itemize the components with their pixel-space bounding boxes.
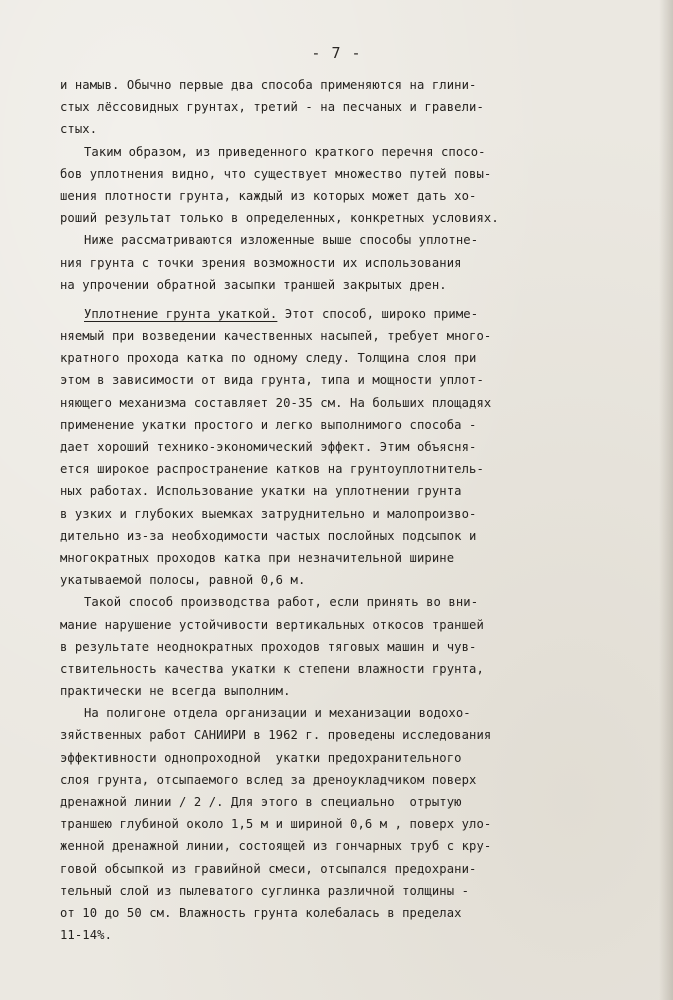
text-line: роший результат только в определенных, конкретных условиях. [60, 211, 499, 226]
text-line: дренажной линии / 2 /. Для этого в специально отрытую [60, 795, 462, 809]
text-line: этом в зависимости от вида грунта, типа и мощности уплот- [60, 373, 484, 388]
text-line: стых. [60, 122, 98, 137]
text-line: ных работах. Использование укатки на уплотнении грунта [60, 484, 462, 499]
text-line: практически не всегда выполним. [60, 684, 291, 699]
text-line: ется широкое распространение катков на грунтоуплотнитель- [60, 462, 484, 477]
text-line: дительно из-за необходимости частых послойных подсыпок и [60, 528, 477, 543]
text-line: мание нарушение устойчивости вертикальных откосов траншей [60, 617, 484, 632]
paragraph-start-line: На полигоне отдела организации и механизации водохо- [84, 706, 471, 721]
text-line: кратного прохода катка по одному следу. Толщина слоя при [60, 351, 477, 366]
text-line: ния грунта с точки зрения возможности их использования [60, 255, 462, 270]
text-line: ствительность качества укатки к степени влажности грунта, [60, 661, 484, 676]
text-line: в результате неоднократных проходов тяговых машин и чув- [60, 639, 477, 654]
text-line: няющего механизма составляет 20-35 см. На больших площадях [60, 395, 492, 410]
section-heading: Уплотнение грунта укаткой. [84, 306, 278, 321]
text-line: тельный слой из пылеватого суглинка различной толщины - [60, 883, 470, 898]
paragraph-start-line: Таким образом, из приведенного краткого перечня спосо- [84, 144, 486, 159]
paragraph-start-line: Ниже рассматриваются изложенные выше способы уплотне- [84, 233, 479, 248]
text-line: стых лёссовидных грунтах, третий - на песчаных и гравели- [60, 100, 484, 115]
text-line: зяйственных работ САНИИРИ в 1962 г. проведены исследования [60, 728, 492, 743]
text-line: эффективности однопроходной укатки предохранительного [60, 750, 462, 765]
text-line: многократных проходов катка при незначительной ширине [60, 550, 455, 565]
text-line: в узких и глубоких выемках затруднительно и малопроизво- [60, 506, 477, 521]
page-number: - 7 - [311, 44, 362, 62]
text-line: няемый при возведении качественных насыпей, требует много- [60, 329, 492, 344]
text-line: дает хороший технико-экономический эффект. Этим объясня- [60, 440, 477, 454]
text-line: применение укатки простого и легко выполнимого способа - [60, 417, 477, 432]
text-line: женной дренажной линии, состоящей из гончарных труб с кру- [60, 839, 492, 854]
text-line: бов уплотнения видно, что существует множество путей повы- [60, 166, 492, 181]
document-body [60, 74, 640, 946]
text-line: шения плотности грунта, каждый из которых может дать хо- [60, 188, 477, 203]
text-line: 11-14%. [60, 928, 113, 943]
page-edge-shadow [659, 0, 673, 1000]
text-line: Этот способ, широко приме- [284, 306, 479, 321]
paragraph-start-line: Такой способ производства работ, если принять во вни- [84, 595, 479, 610]
text-line: укатываемой полосы, равной 0,6 м. [60, 573, 306, 588]
text-line: на упрочении обратной засыпки траншей закрытых дрен. [60, 277, 447, 292]
section-heading-line [60, 303, 640, 325]
text-line: слоя грунта, отсыпаемого вслед за дреноукладчиком поверх [60, 772, 477, 787]
text-line: от 10 до 50 см. Влажность грунта колебалась в пределах [60, 905, 462, 920]
text-line: говой обсыпкой из гравийной смеси, отсыпался предохрани- [60, 861, 477, 876]
text-line: и намыв. Обычно первые два способа применяются на глини- [60, 78, 477, 92]
text-line: траншею глубиной около 1,5 м и шириной 0,6 м , поверх уло- [60, 817, 492, 832]
